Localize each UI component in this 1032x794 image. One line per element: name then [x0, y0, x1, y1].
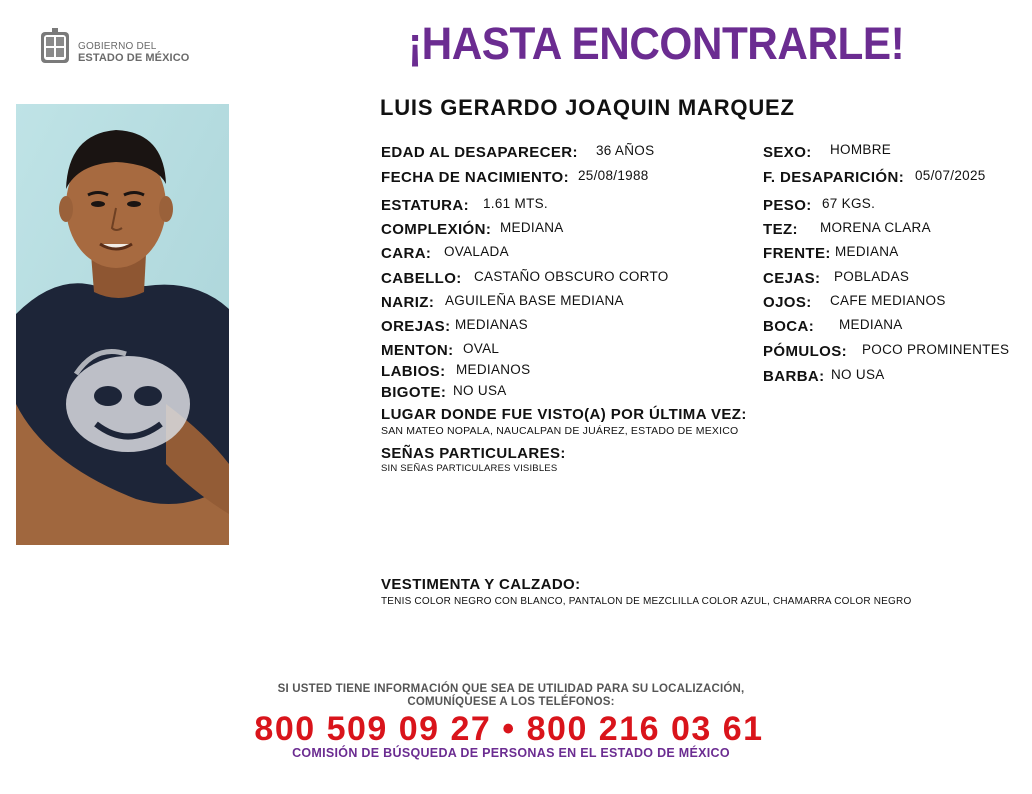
value-distinguishing-marks: SIN SEÑAS PARTICULARES VISIBLES [381, 463, 558, 474]
label-cheekbones: PÓMULOS: [763, 343, 848, 360]
footer-info-line-1: SI USTED TIENE INFORMACIÓN QUE SEA DE UTILIDAD PARA SU LOCALIZACIÓN, [277, 683, 745, 695]
label-forehead: FRENTE: [763, 245, 831, 262]
footer-info-line-2: COMUNÍQUESE A LOS TELÉFONOS: [407, 696, 615, 708]
missing-person-name: LUIS GERARDO JOAQUIN MARQUEZ [380, 95, 795, 120]
value-chin: OVAL [463, 341, 500, 356]
label-weight: PESO: [763, 197, 812, 214]
value-eyebrows: POBLADAS [834, 269, 910, 284]
logo-line-2: ESTADO DE MÉXICO [78, 52, 190, 64]
label-mustache: BIGOTE: [381, 384, 447, 401]
value-weight: 67 KGS. [822, 196, 876, 211]
label-last-seen: LUGAR DONDE FUE VISTO(A) POR ÚLTIMA VEZ: [381, 406, 747, 423]
label-disappearance-date: F. DESAPARICIÓN: [763, 169, 905, 186]
value-face: OVALADA [444, 244, 509, 259]
label-hair: CABELLO: [381, 270, 462, 287]
value-nose: AGUILEÑA BASE MEDIANA [445, 293, 624, 308]
label-complexion: TEZ: [763, 221, 798, 238]
label-height: ESTATURA: [381, 197, 470, 214]
label-beard: BARBA: [763, 368, 825, 385]
label-chin: MENTON: [381, 342, 454, 359]
value-forehead: MEDIANA [835, 244, 899, 259]
value-hair: CASTAÑO OBSCURO CORTO [474, 269, 669, 284]
label-age: EDAD AL DESAPARECER: [381, 144, 578, 161]
value-mouth: MEDIANA [839, 317, 903, 332]
label-clothing: VESTIMENTA Y CALZADO: [381, 576, 581, 593]
label-distinguishing-marks: SEÑAS PARTICULARES: [381, 445, 566, 462]
value-cheekbones: POCO PROMINENTES [862, 342, 1010, 357]
value-eyes: CAFE MEDIANOS [830, 293, 946, 308]
logo-line-1: GOBIERNO DEL [78, 41, 157, 52]
value-ears: MEDIANAS [455, 317, 528, 332]
label-eyes: OJOS: [763, 294, 812, 311]
value-sex: HOMBRE [830, 142, 892, 157]
label-face: CARA: [381, 245, 432, 262]
label-ears: OREJAS: [381, 318, 451, 335]
value-lips: MEDIANOS [456, 362, 531, 377]
person-photo [16, 104, 229, 545]
contact-phone-numbers: 800 509 09 27 • 800 216 03 61 [254, 710, 764, 748]
value-beard: NO USA [831, 367, 885, 382]
label-build: COMPLEXIÓN: [381, 221, 492, 238]
label-sex: SEXO: [763, 144, 812, 161]
value-last-seen: SAN MATEO NOPALA, NAUCALPAN DE JUÁREZ, ESTADO DE MEXICO [381, 425, 739, 437]
label-birth-date: FECHA DE NACIMIENTO: [381, 169, 569, 186]
label-eyebrows: CEJAS: [763, 270, 821, 287]
value-build: MEDIANA [500, 220, 564, 235]
government-logo [38, 28, 198, 68]
label-nose: NARIZ: [381, 294, 435, 311]
value-birth-date: 25/08/1988 [578, 168, 649, 183]
value-height: 1.61 MTS. [483, 196, 548, 211]
value-mustache: NO USA [453, 383, 507, 398]
state-seal-icon [38, 28, 72, 66]
value-age: 36 AÑOS [596, 143, 655, 158]
label-lips: LABIOS: [381, 363, 446, 380]
headline: ¡HASTA ENCONTRARLE! [408, 18, 905, 69]
label-mouth: BOCA: [763, 318, 815, 335]
value-disappearance-date: 05/07/2025 [915, 168, 986, 183]
value-clothing: TENIS COLOR NEGRO CON BLANCO, PANTALON DE MEZCLILLA COLOR AZUL, CHAMARRA COLOR NEGRO [381, 596, 912, 607]
commission-name: COMISIÓN DE BÚSQUEDA DE PERSONAS EN EL ESTADO DE MÉXICO [292, 746, 730, 760]
value-complexion: MORENA CLARA [820, 220, 931, 235]
person-photo-illustration [16, 104, 229, 545]
